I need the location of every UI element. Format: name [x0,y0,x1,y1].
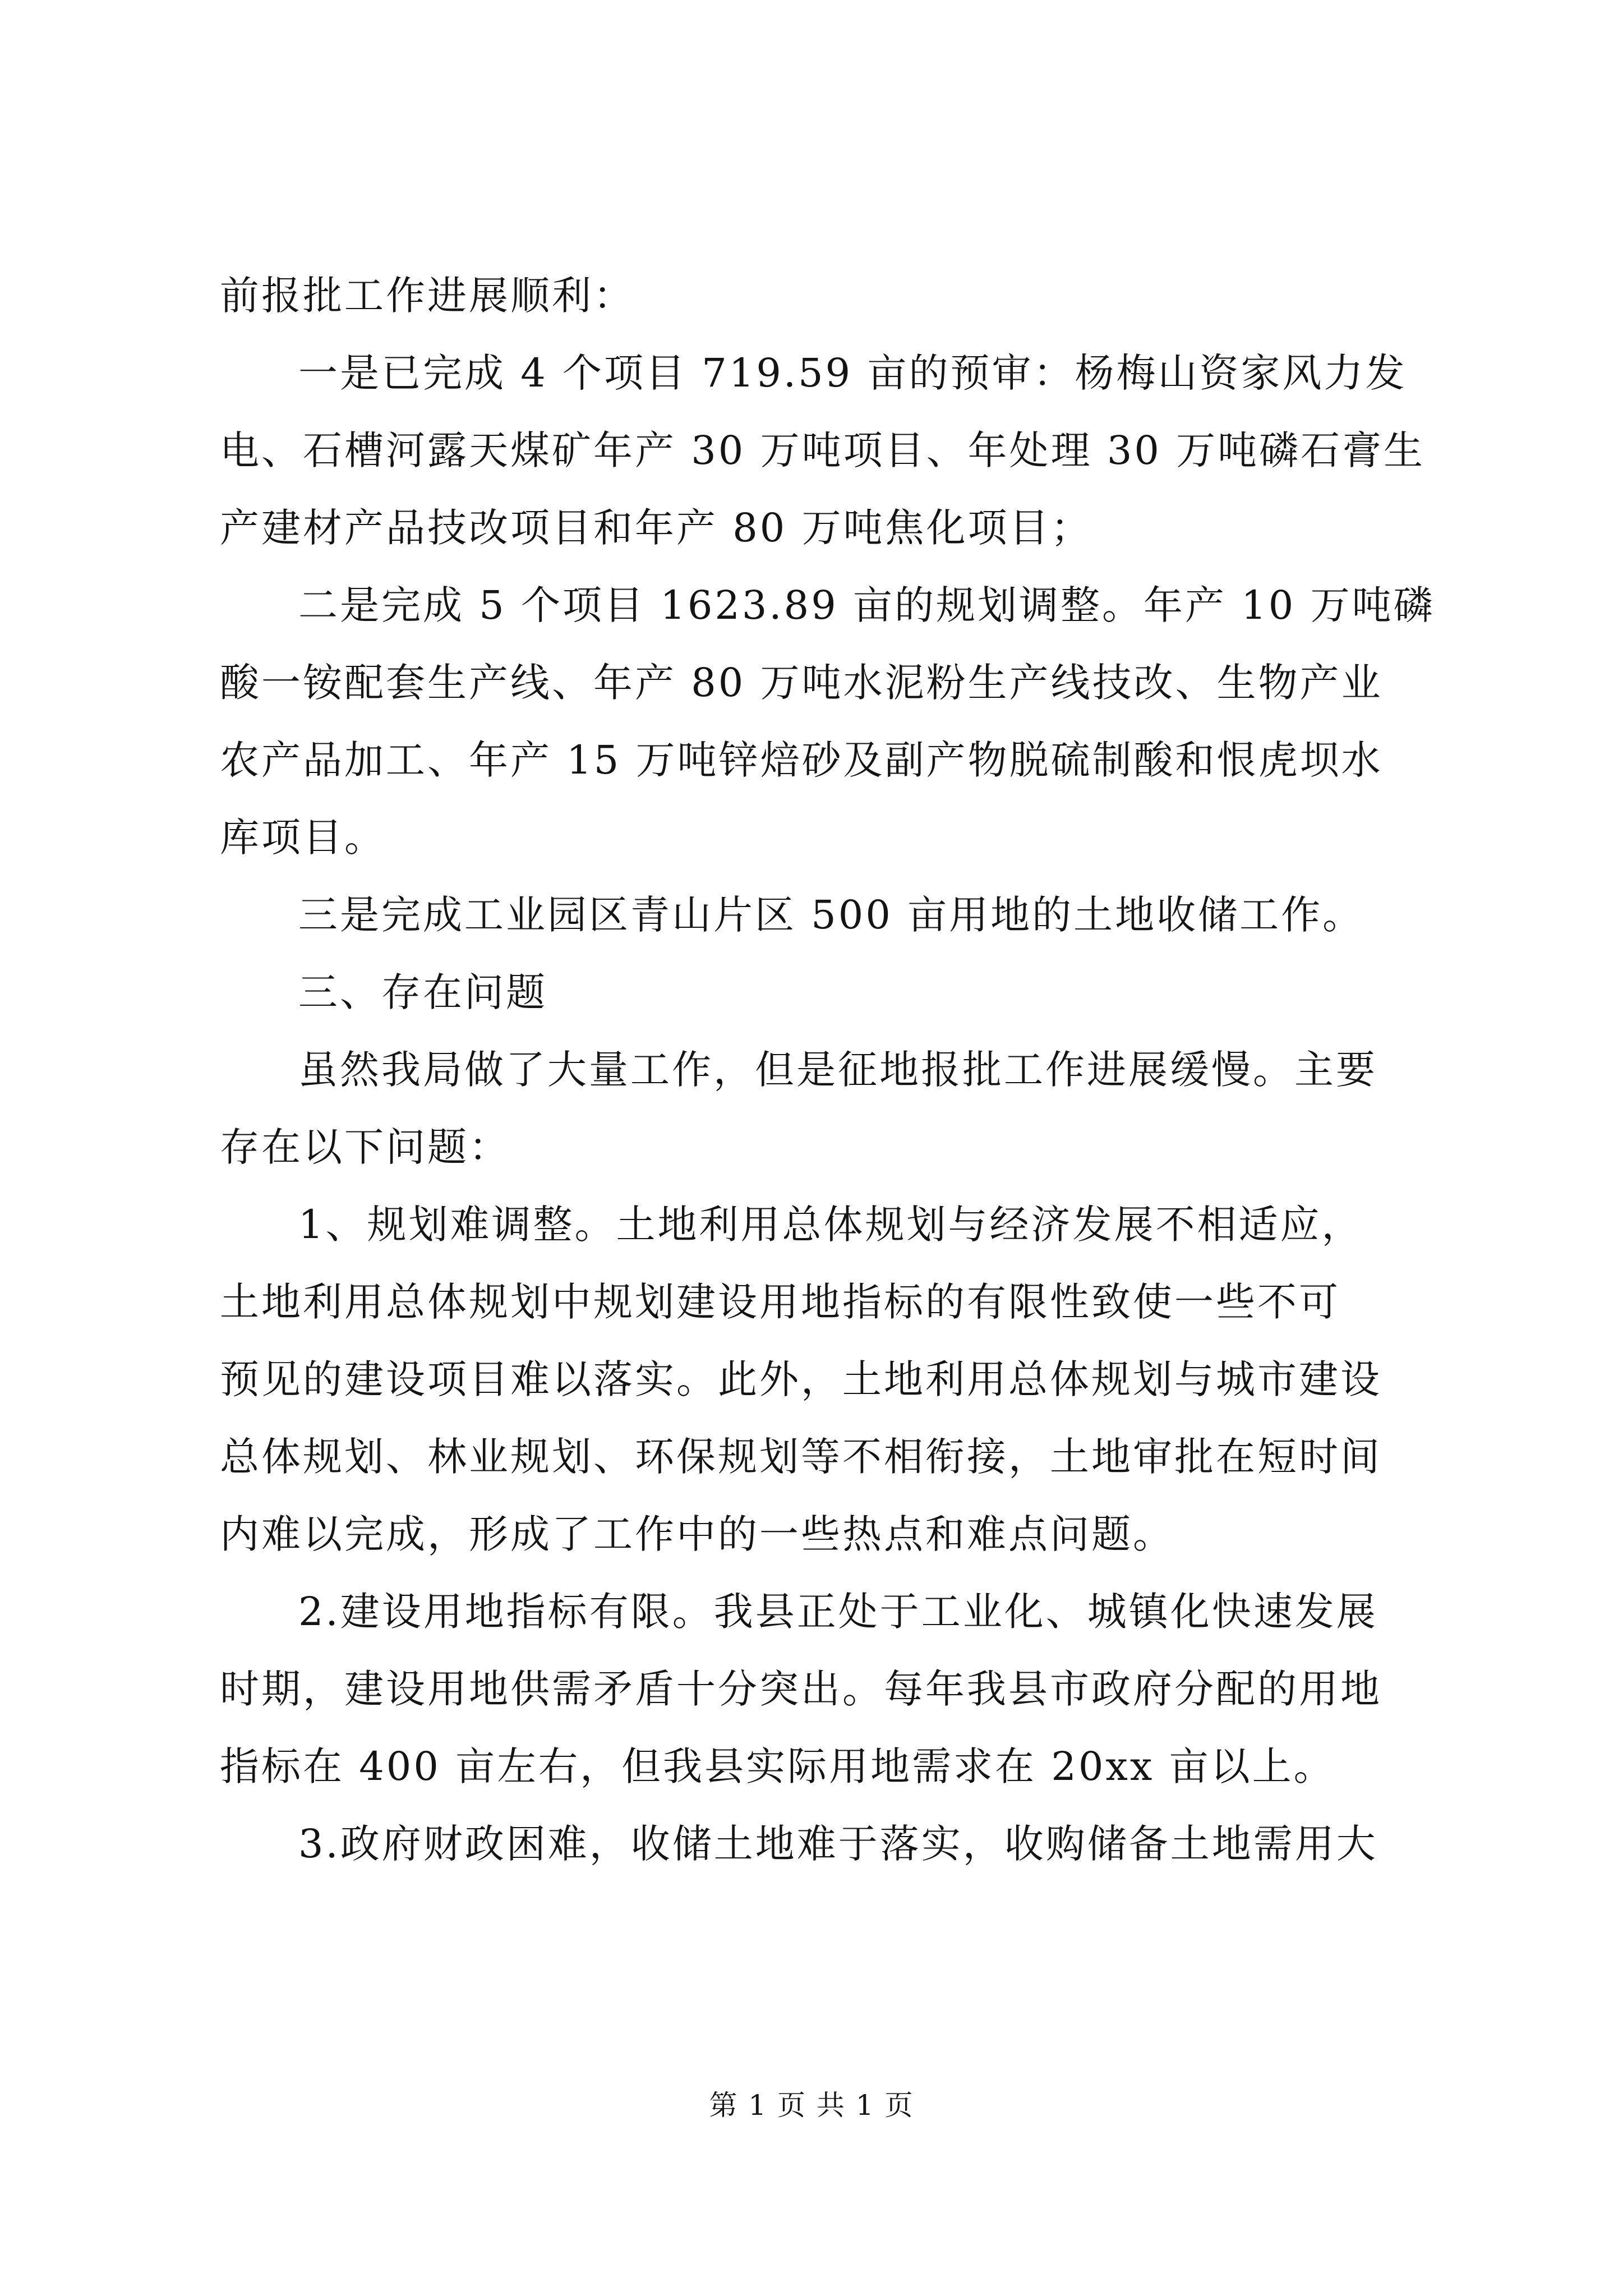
text-line: 二是完成 5 个项目 1623.89 亩的规划调整。年产 10 万吨磷 [298,582,1435,628]
text-line: 总体规划、林业规划、环保规划等不相衔接，土地审批在短时间 [220,1434,1382,1480]
text-line: 电、石槽河露天煤矿年产 30 万吨项目、年处理 30 万吨磷石膏生 [220,427,1426,473]
text-line: 一是已完成 4 个项目 719.59 亩的预审：杨梅山资家风力发 [298,350,1407,396]
document-body [220,257,1435,1883]
text-line: 3.政府财政困难，收储土地难于落实，收购储备土地需用大 [298,1821,1378,1867]
page-footer: 第 1 页 共 1 页 [709,2089,914,2122]
text-line: 1、规划难调整。土地利用总体规划与经济发展不相适应， [298,1202,1363,1248]
text-line: 时期，建设用地供需矛盾十分突出。每年我县市政府分配的用地 [220,1666,1382,1712]
text-line: 农产品加工、年产 15 万吨锌焙砂及副产物脱硫制酸和恨虎坝水 [220,737,1383,783]
text-line: 库项目。 [220,815,386,861]
section-heading: 三、存在问题 [298,969,547,1015]
text-line: 2.建设用地指标有限。我县正处于工业化、城镇化快速发展 [298,1589,1378,1635]
text-line: 指标在 400 亩左右，但我县实际用地需求在 20xx 亩以上。 [220,1743,1335,1789]
text-line: 前报批工作进展顺利： [220,273,635,319]
text-line: 内难以完成，形成了工作中的一些热点和难点问题。 [220,1511,1174,1557]
text-line: 预见的建设项目难以落实。此外，土地利用总体规划与城市建设 [220,1356,1382,1402]
text-line: 土地利用总体规划中规划建设用地指标的有限性致使一些不可 [220,1279,1340,1325]
text-line: 虽然我局做了大量工作，但是征地报批工作进展缓慢。主要 [298,1047,1377,1093]
text-line: 三是完成工业园区青山片区 500 亩用地的土地收储工作。 [298,892,1364,938]
text-line: 酸一铵配套生产线、年产 80 万吨水泥粉生产线技改、生物产业 [220,660,1383,706]
text-line: 存在以下问题： [220,1124,510,1170]
text-line: 产建材产品技改项目和年产 80 万吨焦化项目； [220,505,1092,551]
